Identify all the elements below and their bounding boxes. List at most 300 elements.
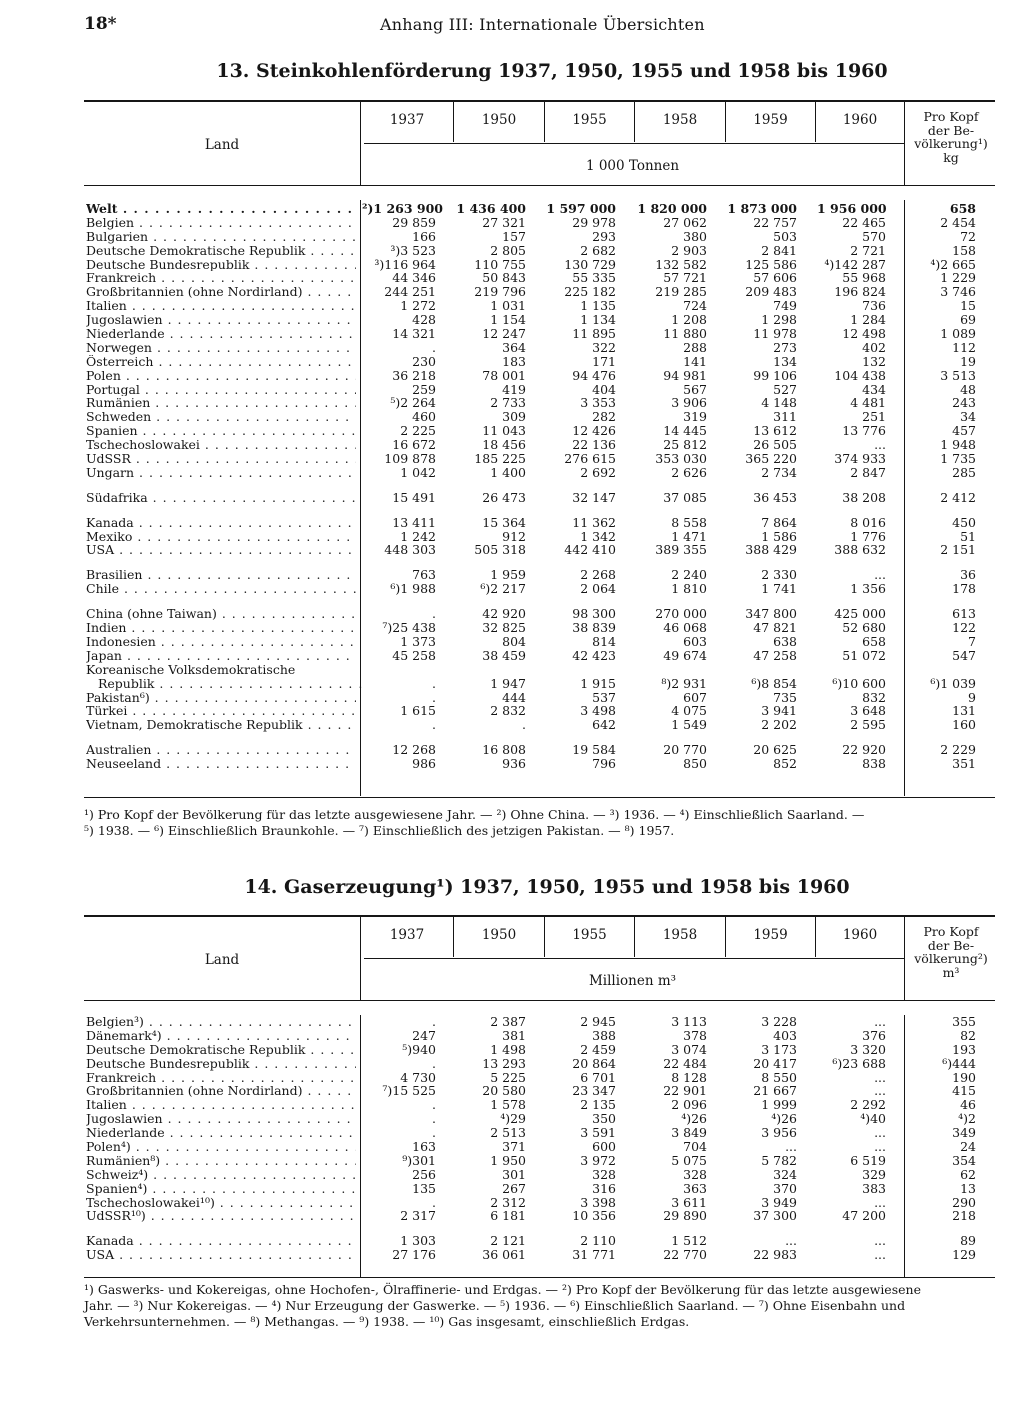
value-cell: 2 121 — [490, 1233, 526, 1249]
table-row — [0, 543, 1024, 557]
per-capita-cell: 122 — [952, 620, 976, 636]
value-cell: 256 — [412, 1166, 436, 1182]
table-row — [0, 1029, 1024, 1043]
value-cell: 329 — [862, 1166, 886, 1182]
value-cell: 537 — [592, 689, 616, 705]
value-cell: 50 843 — [482, 270, 526, 286]
value-cell: 2 312 — [490, 1194, 526, 1210]
pro-kopf-line: völkerung²) — [914, 951, 988, 966]
per-capita-cell: 415 — [952, 1083, 976, 1099]
table-14-footnotes — [84, 1282, 996, 1330]
value-cell: 460 — [412, 409, 436, 425]
value-cell: 141 — [683, 353, 707, 369]
value-cell: 642 — [592, 717, 616, 733]
value-cell: ⁵)940 — [402, 1041, 436, 1057]
value-cell: 12 426 — [572, 423, 616, 439]
table-row — [0, 410, 1024, 424]
value-cell: . — [432, 1014, 436, 1029]
value-cell: . — [432, 1097, 436, 1113]
value-cell: 12 247 — [482, 326, 526, 342]
table-row — [0, 530, 1024, 544]
country-name: Rumänien⁸) . . . — [86, 1154, 356, 1168]
value-cell: 5 225 — [490, 1069, 526, 1085]
per-capita-cell: 2 229 — [940, 742, 976, 758]
value-cell: ... — [874, 567, 886, 583]
value-cell: 47 258 — [753, 647, 797, 663]
value-cell: 44 346 — [392, 270, 436, 286]
value-cell: 11 043 — [482, 423, 526, 439]
value-cell: 324 — [773, 1166, 797, 1182]
table-row — [0, 718, 1024, 732]
value-cell: 38 839 — [572, 620, 616, 636]
value-cell: 8 558 — [671, 514, 707, 530]
value-cell: 3 849 — [671, 1125, 707, 1141]
country-name: Niederlande . . . — [86, 327, 356, 341]
value-cell: 1 042 — [400, 464, 436, 480]
per-capita-cell: 349 — [952, 1125, 976, 1141]
per-capita-cell: 158 — [952, 242, 976, 258]
per-capita-cell: 160 — [952, 717, 976, 733]
value-cell: 22 920 — [842, 742, 886, 758]
value-cell: 132 — [862, 353, 886, 369]
value-cell: 20 417 — [753, 1055, 797, 1071]
per-capita-cell: 290 — [952, 1194, 976, 1210]
value-cell: 20 580 — [482, 1083, 526, 1099]
table-row — [0, 1126, 1024, 1140]
value-cell: 388 429 — [745, 542, 797, 558]
value-cell: ⁶)1 988 — [390, 581, 436, 597]
country-name: Koreanische Volksdemokratische — [86, 662, 296, 677]
value-cell: ... — [874, 437, 886, 453]
value-cell: ⁶)8 854 — [751, 675, 797, 691]
country-name: USA . . . — [86, 1248, 356, 1262]
table-13-footnotes — [84, 807, 996, 839]
value-cell: 1 471 — [671, 528, 707, 544]
table-row — [0, 369, 1024, 383]
column-header-pro-kopf — [906, 925, 996, 979]
per-capita-cell: 457 — [952, 423, 976, 439]
value-cell: 1 947 — [490, 675, 526, 691]
per-capita-cell: 351 — [952, 756, 976, 772]
value-cell: ⁶)2 217 — [480, 581, 526, 597]
value-cell: 51 072 — [842, 647, 886, 663]
table-row — [0, 635, 1024, 649]
value-cell: 1 298 — [761, 312, 797, 328]
value-cell: 3 173 — [761, 1041, 797, 1057]
per-capita-cell: 62 — [960, 1166, 976, 1182]
value-cell: 2 240 — [671, 567, 707, 583]
table-row — [0, 452, 1024, 466]
value-cell: 3 956 — [761, 1125, 797, 1141]
value-cell: 3 074 — [671, 1041, 707, 1057]
value-cell: 2 682 — [580, 242, 616, 258]
country-name: UdSSR . . . — [86, 452, 356, 466]
value-cell: 381 — [502, 1027, 526, 1043]
per-capita-cell: 613 — [952, 606, 976, 622]
value-cell: 22 136 — [572, 437, 616, 453]
value-cell: 26 505 — [753, 437, 797, 453]
value-cell: ⁶)23 688 — [832, 1055, 886, 1071]
value-cell: 364 — [502, 339, 526, 355]
value-cell: 251 — [862, 409, 886, 425]
value-cell: 19 584 — [572, 742, 616, 758]
value-cell: 22 983 — [753, 1247, 797, 1263]
value-cell: 6 519 — [850, 1152, 886, 1168]
value-cell: ⁴)26 — [681, 1111, 707, 1127]
table-row — [0, 313, 1024, 327]
per-capita-cell: 2 454 — [940, 214, 976, 230]
value-cell: 1 810 — [671, 581, 707, 597]
value-cell: 12 268 — [392, 742, 436, 758]
value-cell: 2 459 — [580, 1041, 616, 1057]
column-header-year: 1959 — [753, 927, 788, 943]
table-row — [0, 568, 1024, 582]
per-capita-cell: 1 089 — [940, 326, 976, 342]
value-cell: 23 347 — [572, 1083, 616, 1099]
country-name: Südafrika . . . — [86, 491, 356, 505]
value-cell: 244 251 — [384, 284, 436, 300]
per-capita-cell: 547 — [952, 647, 976, 663]
value-cell: 2 202 — [761, 717, 797, 733]
table-row — [0, 607, 1024, 621]
country-name: Großbritannien (ohne Nordirland) . . . — [86, 285, 356, 299]
value-cell: 2 292 — [850, 1097, 886, 1113]
table-row — [0, 1209, 1024, 1223]
table-row — [0, 341, 1024, 355]
per-capita-cell: 48 — [960, 381, 976, 397]
value-cell: 374 933 — [834, 451, 886, 467]
country-name: Spanien . . . — [86, 424, 356, 438]
value-cell: 402 — [862, 339, 886, 355]
pro-kopf-line: völkerung¹) — [914, 136, 988, 151]
table-row — [0, 757, 1024, 771]
country-name: Italien . . . — [86, 1098, 356, 1112]
value-cell: 2 595 — [850, 717, 886, 733]
value-cell: 425 000 — [834, 606, 886, 622]
value-cell: 42 423 — [572, 647, 616, 663]
value-cell: 132 582 — [655, 256, 707, 272]
value-cell: 796 — [592, 756, 616, 772]
value-cell: 99 106 — [753, 367, 797, 383]
value-cell: ... — [785, 1233, 797, 1249]
value-cell: 26 473 — [482, 489, 526, 505]
value-cell: 1 303 — [400, 1233, 436, 1249]
value-cell: 5 075 — [671, 1152, 707, 1168]
column-header-year: 1950 — [481, 112, 517, 128]
table-row — [0, 1043, 1024, 1057]
country-name: Österreich . . . — [86, 355, 356, 369]
value-cell: 1 549 — [671, 717, 707, 733]
country-name: Jugoslawien . . . — [86, 1112, 356, 1126]
value-cell: ... — [874, 1233, 886, 1249]
value-cell: 2 733 — [490, 395, 526, 411]
column-header-land: Land — [204, 952, 240, 968]
table-row — [0, 383, 1024, 397]
value-cell: ⁹)301 — [402, 1152, 436, 1168]
per-capita-cell: 89 — [960, 1233, 976, 1249]
value-cell: ... — [874, 1069, 886, 1085]
value-cell: 1 135 — [580, 298, 616, 314]
country-name: Bulgarien . . . — [86, 230, 356, 244]
value-cell: . — [522, 717, 526, 733]
pro-kopf-line: Pro Kopf — [923, 109, 979, 124]
country-name: Tschechoslowakei . . . — [86, 438, 356, 452]
table-row — [0, 1248, 1024, 1262]
per-capita-cell: ⁶)444 — [942, 1055, 976, 1071]
table-row — [0, 1140, 1024, 1154]
value-cell: 936 — [502, 756, 526, 772]
value-cell: 38 459 — [482, 647, 526, 663]
value-cell: 658 — [862, 633, 886, 649]
value-cell: 196 824 — [834, 284, 886, 300]
value-cell: 110 755 — [474, 256, 526, 272]
value-cell: 7 864 — [761, 514, 797, 530]
value-cell: 1 400 — [490, 464, 526, 480]
value-cell: 567 — [683, 381, 707, 397]
country-name: Dänemark⁴) . . . — [86, 1029, 356, 1043]
value-cell: 2 847 — [850, 464, 886, 480]
per-capita-cell: 1 229 — [940, 270, 976, 286]
value-cell: 1 284 — [850, 312, 886, 328]
value-cell: 15 491 — [392, 489, 436, 505]
column-header-year: 1959 — [753, 112, 788, 128]
country-name: Tschechoslowakei¹⁰) . . . — [86, 1196, 356, 1210]
value-cell: ³)3 523 — [390, 242, 436, 258]
value-cell: . — [432, 689, 436, 705]
table-row — [0, 691, 1024, 705]
value-cell: 434 — [862, 381, 886, 397]
value-cell: 1 959 — [490, 567, 526, 583]
pro-kopf-line: der Be- — [927, 937, 975, 953]
value-cell: 11 880 — [663, 326, 707, 342]
value-cell: ... — [874, 1247, 886, 1263]
value-cell: 380 — [683, 228, 707, 244]
country-name: China (ohne Taiwan) . . . — [86, 607, 356, 621]
value-cell: 389 355 — [655, 542, 707, 558]
country-name: Neuseeland . . . — [86, 757, 356, 771]
country-name: Deutsche Bundesrepublik . . . — [86, 1057, 356, 1071]
value-cell: 31 771 — [572, 1247, 616, 1263]
table-row — [0, 355, 1024, 369]
value-cell: 600 — [592, 1139, 616, 1155]
value-cell: 2 513 — [490, 1125, 526, 1141]
value-cell: 1 873 000 — [727, 201, 797, 216]
per-capita-cell: 218 — [952, 1208, 976, 1224]
value-cell: 13 293 — [482, 1055, 526, 1071]
column-header-year: 1958 — [662, 112, 698, 128]
country-name: Portugal . . . — [86, 383, 356, 397]
value-cell: 20 770 — [663, 742, 707, 758]
value-cell: 570 — [862, 228, 886, 244]
per-capita-cell: 36 — [960, 567, 976, 583]
value-cell: 130 729 — [564, 256, 616, 272]
value-cell: 1 597 000 — [546, 201, 616, 216]
value-cell: 57 606 — [753, 270, 797, 286]
column-header-year: 1958 — [662, 927, 698, 943]
per-capita-cell: 72 — [960, 228, 976, 244]
value-cell: 183 — [502, 353, 526, 369]
country-name: Brasilien . . . — [86, 568, 356, 582]
value-cell: . — [432, 675, 436, 691]
value-cell: 109 878 — [384, 451, 436, 467]
value-cell: 838 — [862, 756, 886, 772]
country-name: Kanada . . . — [86, 516, 356, 530]
value-cell: 14 321 — [392, 326, 436, 342]
value-cell: 353 030 — [655, 451, 707, 467]
table-13-title: 13. Steinkohlenförderung 1937, 1950, 1955 und 1958 bis 1960 — [216, 60, 888, 82]
value-cell: 1 999 — [761, 1097, 797, 1113]
per-capita-cell: 112 — [952, 339, 976, 355]
value-cell: 20 864 — [572, 1055, 616, 1071]
value-cell: 448 303 — [384, 542, 436, 558]
table-row — [0, 743, 1024, 757]
value-cell: 2 832 — [490, 703, 526, 719]
value-cell: 55 968 — [842, 270, 886, 286]
value-cell: 2 064 — [580, 581, 616, 597]
country-name: Deutsche Demokratische Republik . . . — [86, 244, 356, 258]
value-cell: 607 — [683, 689, 707, 705]
value-cell: 27 062 — [663, 214, 707, 230]
value-cell: 16 808 — [482, 742, 526, 758]
value-cell: 704 — [683, 1139, 707, 1155]
value-cell: 301 — [502, 1166, 526, 1182]
value-cell: 2 903 — [671, 242, 707, 258]
country-name: Norwegen . . . — [86, 341, 356, 355]
value-cell: . — [432, 1111, 436, 1127]
value-cell: ⁶)10 600 — [832, 675, 886, 691]
value-cell: 37 300 — [753, 1208, 797, 1224]
value-cell: 29 859 — [392, 214, 436, 230]
country-name: Belgien³) . . . — [86, 1015, 356, 1029]
value-cell: 3 498 — [580, 703, 616, 719]
value-cell: 814 — [592, 633, 616, 649]
table-row — [0, 582, 1024, 596]
country-name: Republik . . . — [86, 677, 368, 691]
country-name: Belgien . . . — [86, 216, 356, 230]
value-cell: 29 890 — [663, 1208, 707, 1224]
country-name: Indonesien . . . — [86, 635, 356, 649]
value-cell: 259 — [412, 381, 436, 397]
value-cell: ⁴)40 — [860, 1111, 886, 1127]
value-cell: 749 — [773, 298, 797, 314]
value-cell: 832 — [862, 689, 886, 705]
country-name: Großbritannien (ohne Nordirland) . . . — [86, 1084, 356, 1098]
value-cell: 2 805 — [490, 242, 526, 258]
value-cell: 2 721 — [850, 242, 886, 258]
value-cell: 378 — [683, 1027, 707, 1043]
column-header-pro-kopf — [906, 110, 996, 164]
country-name: Niederlande . . . — [86, 1126, 356, 1140]
value-cell: 403 — [773, 1027, 797, 1043]
value-cell: 32 825 — [482, 620, 526, 636]
country-name: Deutsche Demokratische Republik . . . — [86, 1043, 356, 1057]
value-cell: 1 208 — [671, 312, 707, 328]
value-cell: 3 320 — [850, 1041, 886, 1057]
value-cell: ... — [785, 1139, 797, 1155]
value-cell: 273 — [773, 339, 797, 355]
value-cell: 46 068 — [663, 620, 707, 636]
value-cell: ... — [874, 1194, 886, 1210]
value-cell: 288 — [683, 339, 707, 355]
value-cell: 8 128 — [671, 1069, 707, 1085]
value-cell: 135 — [412, 1180, 436, 1196]
table-row — [0, 424, 1024, 438]
country-name: Italien . . . — [86, 299, 356, 313]
value-cell: 4 075 — [671, 703, 707, 719]
table-row — [0, 438, 1024, 452]
value-cell: 2 225 — [400, 423, 436, 439]
value-cell: ²)1 263 900 — [362, 201, 443, 216]
value-cell: 404 — [592, 381, 616, 397]
per-capita-cell: 9 — [968, 689, 976, 705]
value-cell: 311 — [773, 409, 797, 425]
column-header-land: Land — [204, 137, 240, 153]
value-cell: 1 950 — [490, 1152, 526, 1168]
value-cell: ... — [874, 1125, 886, 1141]
value-cell: ⁷)15 525 — [382, 1083, 436, 1099]
value-cell: 444 — [502, 689, 526, 705]
per-capita-cell: 7 — [968, 633, 976, 649]
table-row — [0, 1071, 1024, 1085]
value-cell: 57 721 — [663, 270, 707, 286]
value-cell: 13 776 — [842, 423, 886, 439]
value-cell: 6 701 — [580, 1069, 616, 1085]
per-capita-cell: 190 — [952, 1069, 976, 1085]
value-cell: ⁴)29 — [500, 1111, 526, 1127]
column-header-year: 1950 — [481, 927, 517, 943]
value-cell: 1 915 — [580, 675, 616, 691]
per-capita-cell: ⁴)2 — [958, 1111, 976, 1127]
value-cell: 1 741 — [761, 581, 797, 597]
value-cell: 1 436 400 — [456, 201, 526, 216]
value-cell: 270 000 — [655, 606, 707, 622]
column-header-year: 1937 — [389, 927, 425, 943]
table-row — [0, 285, 1024, 299]
per-capita-cell: 15 — [960, 298, 976, 314]
table-row — [0, 244, 1024, 258]
country-name: USA . . . — [86, 543, 356, 557]
value-cell: 736 — [862, 298, 886, 314]
per-capita-cell: 69 — [960, 312, 976, 328]
value-cell: 316 — [592, 1180, 616, 1196]
value-cell: 638 — [773, 633, 797, 649]
value-cell: 2 135 — [580, 1097, 616, 1113]
value-cell: 4 481 — [850, 395, 886, 411]
value-cell: 282 — [592, 409, 616, 425]
value-cell: 2 096 — [671, 1097, 707, 1113]
per-capita-cell: 1 948 — [940, 437, 976, 453]
value-cell: 322 — [592, 339, 616, 355]
per-capita-cell: 1 735 — [940, 451, 976, 467]
value-cell: 185 225 — [474, 451, 526, 467]
country-name: Ungarn . . . — [86, 466, 356, 480]
value-cell: 22 901 — [663, 1083, 707, 1099]
country-name: Frankreich . . . — [86, 1071, 356, 1085]
value-cell: 1 820 000 — [637, 201, 707, 216]
unit-label: 1 000 Tonnen — [585, 158, 680, 174]
value-cell: 1 586 — [761, 528, 797, 544]
value-cell: 219 796 — [474, 284, 526, 300]
value-cell: 912 — [502, 528, 526, 544]
value-cell: 78 001 — [482, 367, 526, 383]
value-cell: ³)116 964 — [374, 256, 436, 272]
country-name: Welt . . . — [86, 202, 356, 216]
value-cell: 6 181 — [490, 1208, 526, 1224]
per-capita-cell: 3 746 — [940, 284, 976, 300]
value-cell: 11 978 — [753, 326, 797, 342]
value-cell: 1 272 — [400, 298, 436, 314]
country-name: Indien . . . — [86, 621, 356, 635]
